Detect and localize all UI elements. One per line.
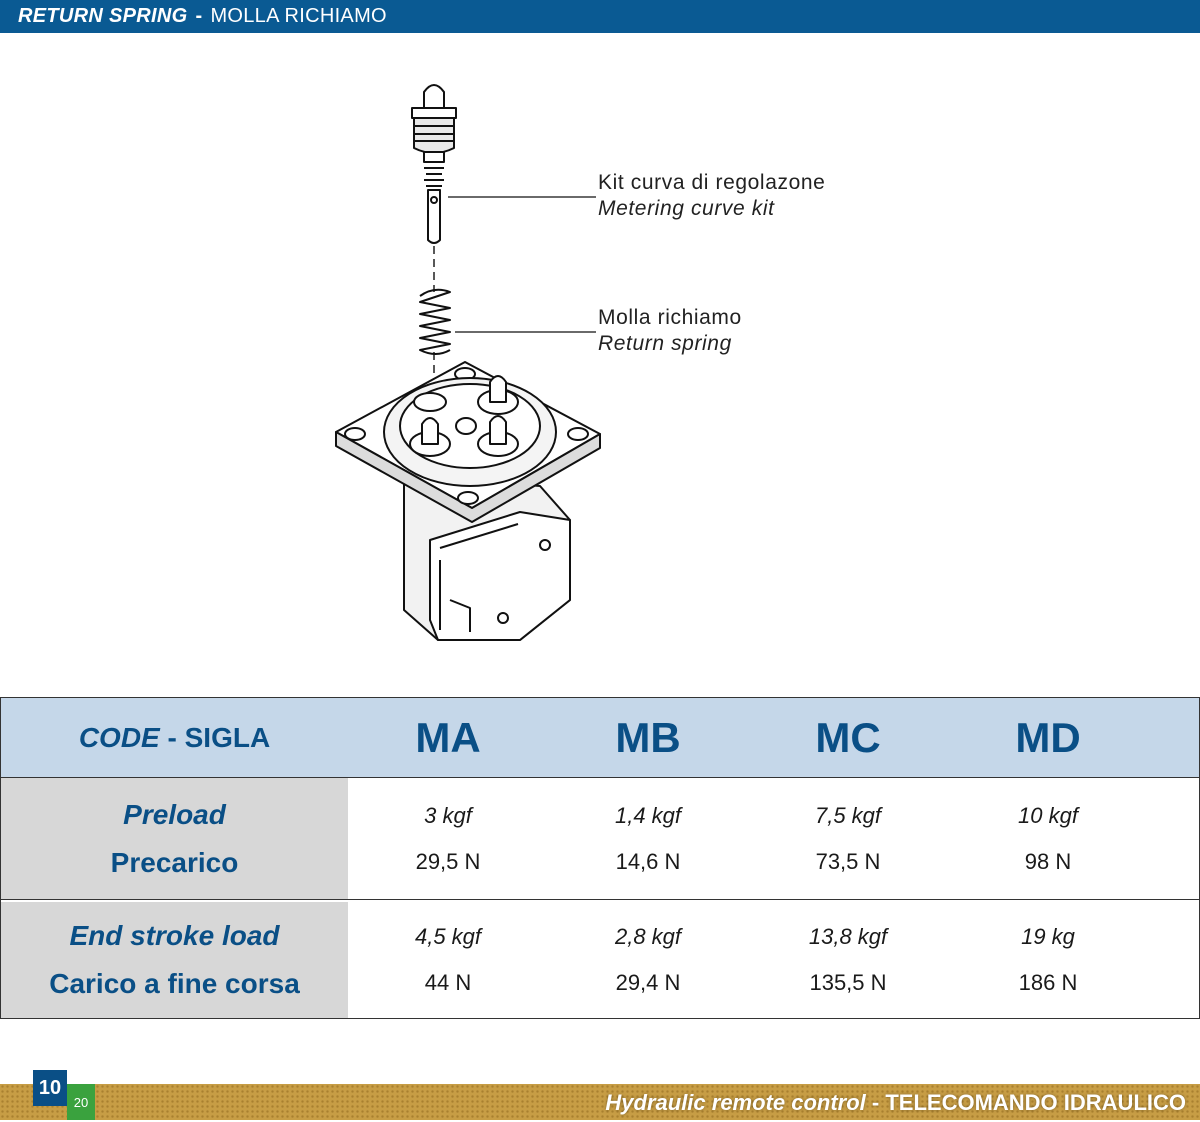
- end-stroke-md-kgf: 19 kg: [1021, 924, 1075, 949]
- end-stroke-mc-n: 135,5 N: [809, 970, 887, 995]
- preload-mb-kgf: 1,4 kgf: [614, 802, 682, 828]
- preload-mc-kgf: 7,5 kgf: [814, 802, 882, 828]
- callout-metering-kit-en: Metering curve kit: [598, 197, 775, 220]
- code-label-separator: -: [159, 721, 185, 753]
- preload-label-cell: [1, 778, 348, 899]
- section-title-en: RETURN SPRING: [18, 5, 188, 27]
- end-stroke-label-cell: [1, 902, 348, 1018]
- end-stroke-mc-kgf: 13,8 kgf: [808, 924, 888, 949]
- end-stroke-mc: [748, 902, 948, 1018]
- return-spring-drawing: [0, 40, 1200, 690]
- preload-mc: [748, 778, 948, 899]
- preload-mb-n: 14,6 N: [615, 848, 681, 874]
- preload-label-it: Precarico: [110, 846, 239, 878]
- preload-ma: [348, 778, 548, 899]
- end-stroke-md-n: 186 N: [1018, 970, 1078, 995]
- page-number: 10: [33, 1070, 67, 1106]
- section-title-it: MOLLA RICHIAMO: [210, 5, 387, 27]
- section-header: [0, 0, 1200, 33]
- preload-ma-n: 29,5 N: [415, 848, 481, 874]
- preload-md-kgf: 10 kgf: [1018, 802, 1078, 828]
- end-stroke-label-en: End stroke load: [69, 920, 280, 951]
- code-mc: MC: [815, 713, 881, 761]
- end-stroke-mb-kgf: 2,8 kgf: [614, 924, 682, 949]
- preload-label-en: Preload: [123, 798, 226, 830]
- table-row-preload: [1, 778, 1199, 900]
- callout-return-spring-en: Return spring: [598, 332, 732, 355]
- preload-ma-kgf: 3 kgf: [424, 802, 472, 828]
- preload-md: [948, 778, 1148, 899]
- end-stroke-ma: [348, 902, 548, 1018]
- end-stroke-md: [948, 902, 1148, 1018]
- end-stroke-mb: [548, 902, 748, 1018]
- spring-spec-table: [0, 697, 1200, 1019]
- code-ma: MA: [415, 713, 481, 761]
- end-stroke-ma-n: 44 N: [424, 970, 472, 995]
- code-label-it: SIGLA: [184, 721, 271, 753]
- preload-mc-n: 73,5 N: [815, 848, 881, 874]
- callout-return-spring: [598, 305, 742, 357]
- table-row-end-stroke: [1, 902, 1199, 1018]
- footer-title: [605, 1084, 1186, 1120]
- callout-return-spring-it: Molla richiamo: [598, 306, 742, 329]
- table-header-row: [1, 698, 1199, 778]
- code-label: [79, 722, 270, 754]
- page-number-alt: 20: [67, 1084, 95, 1120]
- footer-title-en: Hydraulic remote control: [605, 1090, 866, 1115]
- end-stroke-label-it: Carico a fine corsa: [49, 968, 300, 999]
- callout-metering-kit: [598, 170, 825, 222]
- footer-title-it: TELECOMANDO IDRAULICO: [885, 1090, 1186, 1115]
- code-md: MD: [1015, 713, 1081, 761]
- section-title-separator: -: [195, 5, 203, 27]
- preload-md-n: 98 N: [1024, 848, 1072, 874]
- code-label-en: CODE: [78, 721, 160, 753]
- code-label-cell: [1, 698, 348, 777]
- exploded-view-figure: [0, 40, 1200, 690]
- end-stroke-ma-kgf: 4,5 kgf: [414, 924, 482, 949]
- end-stroke-mb-n: 29,4 N: [615, 970, 681, 995]
- code-mb: MB: [615, 713, 681, 761]
- preload-mb: [548, 778, 748, 899]
- footer-bar: [0, 1084, 1200, 1120]
- footer-title-separator: -: [865, 1090, 886, 1115]
- callout-metering-kit-it: Kit curva di regolazone: [598, 171, 826, 194]
